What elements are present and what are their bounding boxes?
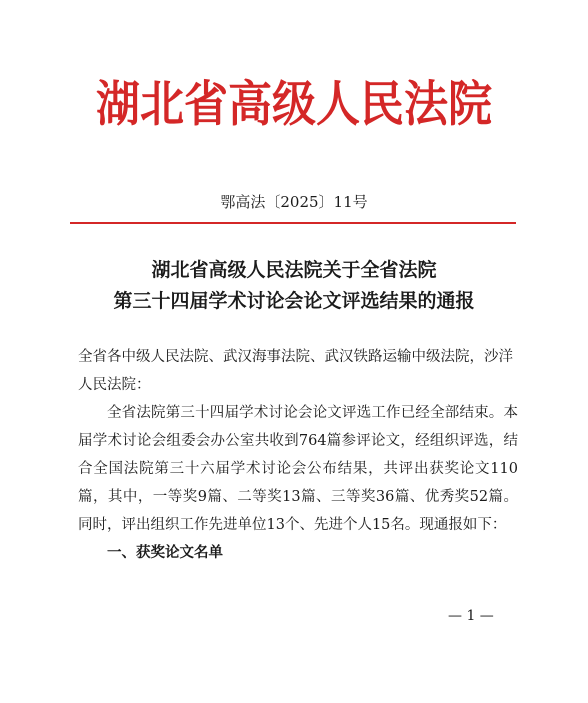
notice-title-line1: 湖北省高级人民法院关于全省法院	[151, 259, 437, 281]
document-number: 鄂高法〔2025〕11号	[220, 193, 368, 211]
issuer-title: 湖北省高级人民法院	[96, 76, 492, 133]
red-divider-line	[70, 222, 516, 224]
body-paragraph: 全省法院第三十四届学术讨论会论文评选工作已经全部结束。本届学术讨论会组委会办公室共收到764篇参评论文，经组织评选，结合全国法院第三十六届学术讨论会公布结果，共评出获奖论文110篇，其中，一等奖9篇、二等奖13篇、三等奖36篇、优秀奖52篇。同时，评出组织工作先进单位13个、先进个人15名。现通报如下：	[78, 405, 518, 533]
notice-title	[0, 255, 588, 317]
document-body	[78, 343, 518, 567]
notice-title-line2: 第三十四届学术讨论会论文评选结果的通报	[113, 290, 475, 312]
addressee: 全省各中级人民法院、武汉海事法院、武汉铁路运输中级法院，沙洋人民法院：	[78, 349, 513, 393]
section-heading: 一、获奖论文名单	[107, 544, 223, 561]
page-number: — 1 —	[448, 608, 494, 624]
